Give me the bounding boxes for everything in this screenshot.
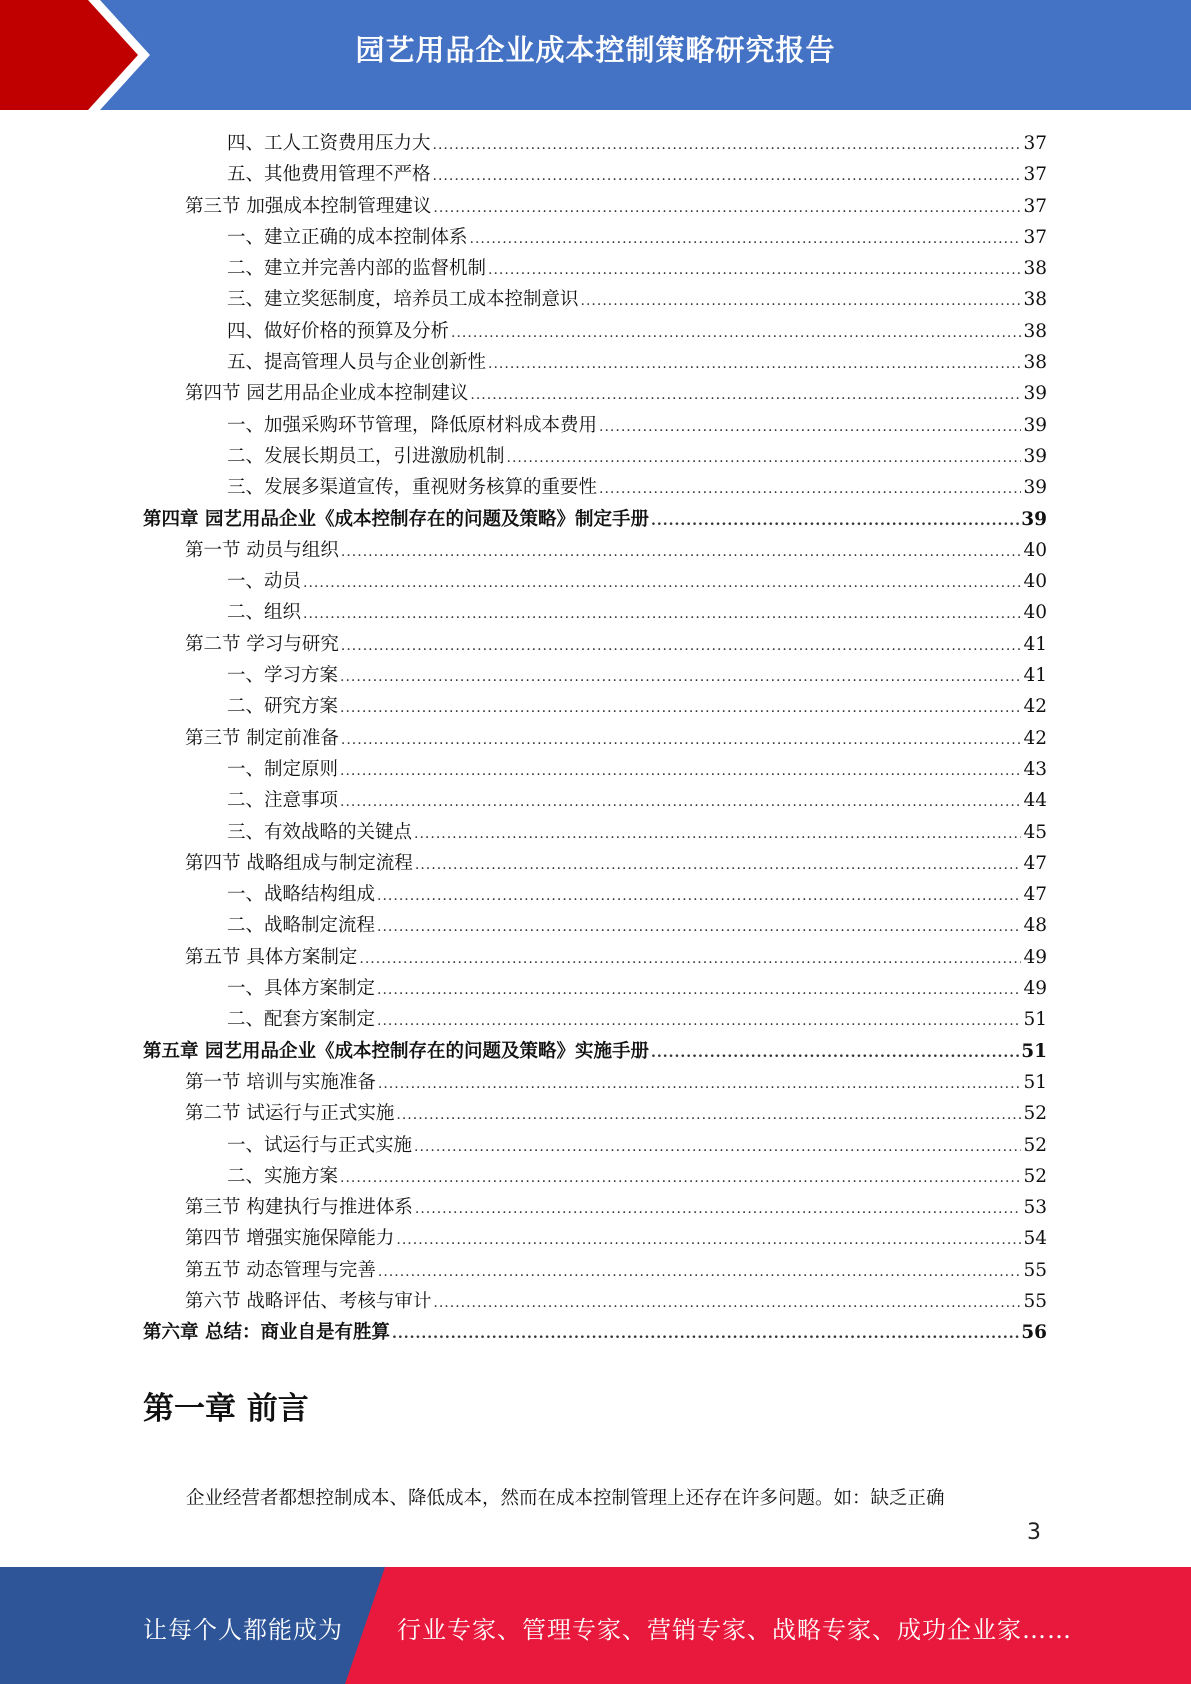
toc-entry-page: 37 (1023, 164, 1047, 186)
toc-subsection-entry[interactable] (143, 1004, 1047, 1035)
toc-leader-dots (341, 631, 1022, 662)
toc-entry-page: 54 (1023, 1228, 1047, 1250)
toc-section-entry[interactable] (143, 1286, 1047, 1317)
toc-entry-label: 二、发展长期员工，引进激励机制 (227, 445, 505, 467)
toc-entry-page: 39 (1023, 383, 1047, 405)
toc-leader-dots (378, 1257, 1022, 1288)
toc-entry-label: 第五节 动态管理与完善 (185, 1259, 376, 1281)
toc-entry-page: 38 (1023, 320, 1047, 342)
toc-leader-dots (415, 1194, 1022, 1225)
toc-section-entry[interactable] (143, 848, 1047, 879)
toc-chapter-entry[interactable] (143, 504, 1047, 535)
toc-leader-dots (581, 286, 1022, 317)
toc-section-entry[interactable] (143, 1255, 1047, 1286)
footer-slogan-left: 让每个人都能成为 (143, 1616, 343, 1644)
toc-entry-label: 三、建立奖惩制度，培养员工成本控制意识 (227, 289, 579, 311)
toc-chapter-entry[interactable] (143, 1036, 1047, 1067)
toc-leader-dots (433, 193, 1021, 224)
toc-entry-label: 三、有效战略的关键点 (227, 821, 413, 843)
toc-entry-page: 47 (1023, 884, 1047, 906)
table-of-contents (143, 128, 1047, 1349)
toc-leader-dots (433, 1288, 1021, 1319)
toc-subsection-entry[interactable] (143, 316, 1047, 347)
toc-leader-dots (507, 443, 1022, 474)
toc-subsection-entry[interactable] (143, 222, 1047, 253)
toc-section-entry[interactable] (143, 1192, 1047, 1223)
toc-subsection-entry[interactable] (143, 754, 1047, 785)
toc-entry-label: 二、实施方案 (227, 1165, 339, 1187)
toc-leader-dots (377, 881, 1021, 912)
toc-entry-page: 45 (1023, 821, 1047, 843)
toc-entry-label: 第二节 试运行与正式实施 (185, 1103, 395, 1125)
toc-entry-label: 二、研究方案 (227, 696, 339, 718)
toc-entry-page: 39 (1023, 414, 1047, 436)
toc-entry-page: 41 (1023, 633, 1047, 655)
toc-section-entry[interactable] (143, 1098, 1047, 1129)
toc-entry-label: 第四章 园艺用品企业《成本控制存在的问题及策略》制定手册 (143, 508, 649, 530)
page-header (0, 0, 1191, 110)
toc-leader-dots (488, 255, 1021, 286)
toc-entry-label: 一、建立正确的成本控制体系 (227, 226, 468, 248)
toc-leader-dots (651, 1038, 1019, 1069)
toc-entry-label: 一、试运行与正式实施 (227, 1134, 413, 1156)
toc-leader-dots (378, 1069, 1022, 1100)
toc-subsection-entry[interactable] (143, 410, 1047, 441)
toc-entry-label: 第三节 制定前准备 (185, 727, 339, 749)
toc-entry-page: 41 (1023, 665, 1047, 687)
toc-leader-dots (396, 1100, 1021, 1131)
toc-entry-page: 56 (1021, 1322, 1047, 1344)
report-title: 园艺用品企业成本控制策略研究报告 (355, 33, 836, 67)
toc-leader-dots (470, 380, 1021, 411)
toc-entry-page: 51 (1021, 1040, 1047, 1062)
toc-entry-label: 二、组织 (227, 602, 302, 624)
toc-leader-dots (340, 756, 1021, 787)
toc-leader-dots (451, 318, 1021, 349)
toc-subsection-entry[interactable] (143, 660, 1047, 691)
toc-leader-dots (340, 1163, 1021, 1194)
toc-entry-label: 一、加强采购环节管理，降低原材料成本费用 (227, 414, 598, 436)
toc-leader-dots (341, 725, 1022, 756)
toc-subsection-entry[interactable] (143, 472, 1047, 503)
toc-entry-label: 第四节 增强实施保障能力 (185, 1228, 395, 1250)
toc-leader-dots (651, 506, 1019, 537)
toc-subsection-entry[interactable] (143, 910, 1047, 941)
toc-entry-page: 38 (1023, 258, 1047, 280)
toc-section-entry[interactable] (143, 378, 1047, 409)
toc-leader-dots (340, 787, 1021, 818)
toc-subsection-entry[interactable] (143, 159, 1047, 190)
toc-subsection-entry[interactable] (143, 1161, 1047, 1192)
toc-entry-page: 49 (1023, 946, 1047, 968)
toc-entry-page: 53 (1023, 1197, 1047, 1219)
footer-slogan-right: 行业专家、管理专家、营销专家、战略专家、成功企业家…… (397, 1616, 1072, 1644)
toc-leader-dots (396, 1225, 1021, 1256)
toc-leader-dots (433, 161, 1022, 192)
toc-entry-page: 37 (1023, 226, 1047, 248)
toc-leader-dots (303, 599, 1021, 630)
toc-section-entry[interactable] (143, 723, 1047, 754)
toc-entry-page: 39 (1021, 508, 1047, 530)
toc-entry-page: 55 (1023, 1290, 1047, 1312)
toc-entry-label: 一、具体方案制定 (227, 978, 376, 1000)
toc-leader-dots (359, 944, 1021, 975)
toc-leader-dots (303, 568, 1021, 599)
toc-section-entry[interactable] (143, 535, 1047, 566)
toc-entry-label: 一、学习方案 (227, 665, 339, 687)
toc-entry-label: 五、提高管理人员与企业创新性 (227, 352, 487, 374)
toc-entry-page: 38 (1023, 352, 1047, 374)
toc-subsection-entry[interactable] (143, 253, 1047, 284)
toc-entry-label: 第三节 加强成本控制管理建议 (185, 195, 432, 217)
toc-entry-label: 二、战略制定流程 (227, 915, 376, 937)
toc-leader-dots (470, 224, 1022, 255)
toc-leader-dots (341, 537, 1022, 568)
toc-subsection-entry[interactable] (143, 973, 1047, 1004)
toc-leader-dots (340, 662, 1021, 693)
toc-subsection-entry[interactable] (143, 785, 1047, 816)
toc-entry-label: 第一节 培训与实施准备 (185, 1071, 376, 1093)
toc-entry-label: 第二节 学习与研究 (185, 633, 339, 655)
toc-entry-page: 38 (1023, 289, 1047, 311)
toc-leader-dots (377, 975, 1021, 1006)
toc-entry-page: 40 (1023, 571, 1047, 593)
toc-entry-page: 52 (1023, 1134, 1047, 1156)
toc-subsection-entry[interactable] (143, 597, 1047, 628)
toc-entry-page: 39 (1023, 445, 1047, 467)
toc-entry-label: 一、制定原则 (227, 758, 339, 780)
toc-entry-label: 三、发展多渠道宣传，重视财务核算的重要性 (227, 477, 598, 499)
toc-entry-page: 40 (1023, 602, 1047, 624)
toc-entry-label: 第五节 具体方案制定 (185, 946, 358, 968)
toc-section-entry[interactable] (143, 629, 1047, 660)
toc-leader-dots (340, 693, 1021, 724)
toc-entry-page: 49 (1023, 978, 1047, 1000)
toc-entry-page: 37 (1023, 195, 1047, 217)
toc-entry-label: 第六章 总结：商业自是有胜算 (143, 1322, 390, 1344)
toc-entry-label: 第四节 园艺用品企业成本控制建议 (185, 383, 469, 405)
toc-entry-label: 第五章 园艺用品企业《成本控制存在的问题及策略》实施手册 (143, 1040, 649, 1062)
toc-leader-dots (415, 850, 1022, 881)
toc-entry-page: 55 (1023, 1259, 1047, 1281)
toc-entry-label: 第三节 构建执行与推进体系 (185, 1197, 413, 1219)
toc-entry-label: 第四节 战略组成与制定流程 (185, 852, 413, 874)
toc-section-entry[interactable] (143, 942, 1047, 973)
toc-entry-page: 51 (1023, 1009, 1047, 1031)
toc-entry-label: 二、配套方案制定 (227, 1009, 376, 1031)
toc-leader-dots (392, 1319, 1019, 1350)
toc-entry-page: 52 (1023, 1103, 1047, 1125)
toc-subsection-entry[interactable] (143, 691, 1047, 722)
toc-section-entry[interactable] (143, 1067, 1047, 1098)
toc-entry-label: 四、做好价格的预算及分析 (227, 320, 450, 342)
toc-entry-page: 51 (1023, 1071, 1047, 1093)
toc-entry-label: 第六节 战略评估、考核与审计 (185, 1290, 432, 1312)
toc-entry-label: 五、其他费用管理不严格 (227, 164, 431, 186)
toc-section-entry[interactable] (143, 191, 1047, 222)
toc-entry-page: 48 (1023, 915, 1047, 937)
toc-entry-label: 第一节 动员与组织 (185, 539, 339, 561)
toc-leader-dots (599, 474, 1021, 505)
body-paragraph: 企业经营者都想控制成本、降低成本，然而在成本控制管理上还存在许多问题。如：缺乏正确 (186, 1488, 945, 1509)
toc-entry-page: 44 (1023, 790, 1047, 812)
toc-subsection-entry[interactable] (143, 1130, 1047, 1161)
page-footer (0, 1567, 1191, 1684)
toc-leader-dots (377, 912, 1021, 943)
chapter-heading: 第一章 前言 (143, 1391, 309, 1427)
toc-leader-dots (414, 819, 1021, 850)
toc-subsection-entry[interactable] (143, 566, 1047, 597)
toc-entry-label: 二、注意事项 (227, 790, 339, 812)
toc-subsection-entry[interactable] (143, 347, 1047, 378)
page-number: 3 (1027, 1520, 1041, 1545)
toc-entry-page: 43 (1023, 758, 1047, 780)
toc-entry-label: 一、战略结构组成 (227, 884, 376, 906)
toc-subsection-entry[interactable] (143, 128, 1047, 159)
toc-subsection-entry[interactable] (143, 284, 1047, 315)
toc-entry-page: 39 (1023, 477, 1047, 499)
toc-entry-page: 42 (1023, 696, 1047, 718)
toc-subsection-entry[interactable] (143, 817, 1047, 848)
toc-section-entry[interactable] (143, 1223, 1047, 1254)
toc-entry-label: 一、动员 (227, 571, 302, 593)
toc-leader-dots (414, 1132, 1021, 1163)
toc-leader-dots (488, 349, 1021, 380)
toc-leader-dots (599, 412, 1021, 443)
toc-entry-page: 37 (1023, 133, 1047, 154)
toc-entry-label: 二、建立并完善内部的监督机制 (227, 258, 487, 280)
toc-entry-page: 42 (1023, 727, 1047, 749)
toc-leader-dots (433, 130, 1022, 161)
toc-subsection-entry[interactable] (143, 879, 1047, 910)
toc-chapter-entry[interactable] (143, 1317, 1047, 1348)
toc-entry-page: 47 (1023, 852, 1047, 874)
toc-leader-dots (377, 1006, 1021, 1037)
toc-entry-page: 52 (1023, 1165, 1047, 1187)
toc-entry-page: 40 (1023, 539, 1047, 561)
toc-subsection-entry[interactable] (143, 441, 1047, 472)
toc-entry-label: 四、工人工资费用压力大 (227, 133, 431, 154)
